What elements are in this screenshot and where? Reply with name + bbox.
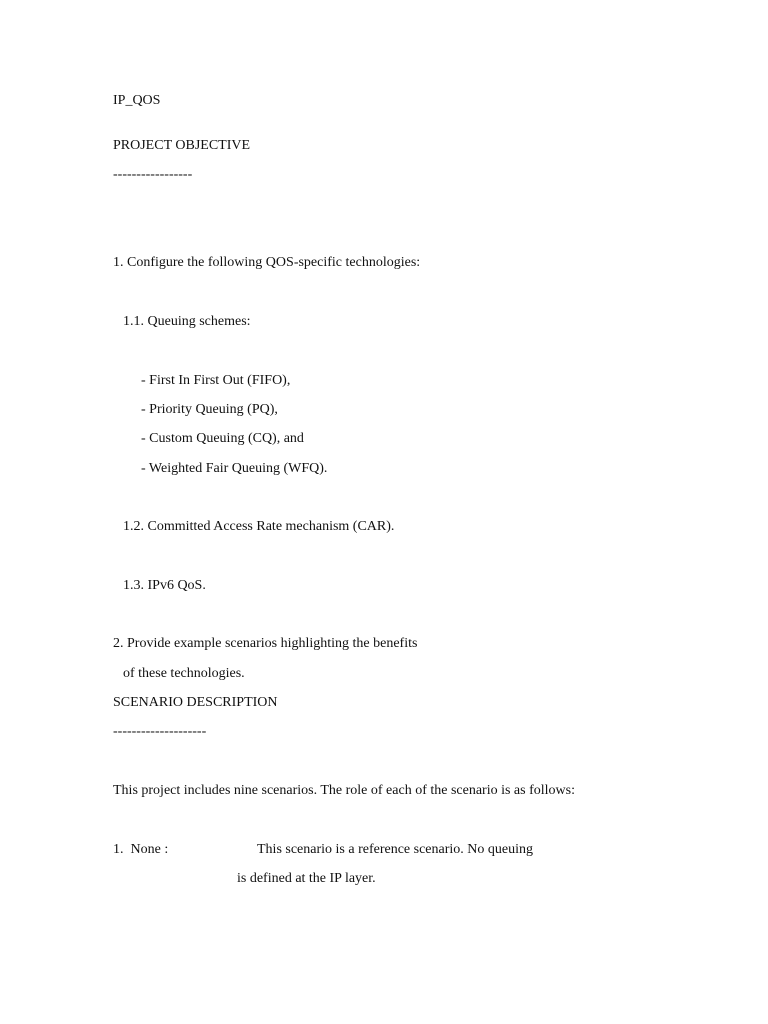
objective-item-2-line1: 2. Provide example scenarios highlighting the benefits [113,636,418,651]
scenario-1-description: This scenario is a reference scenario. No queuing [257,842,533,857]
queuing-scheme-item: - Weighted Fair Queuing (WFQ). [141,461,328,476]
objective-item-1-1: 1.1. Queuing schemes: [123,314,251,329]
objective-item-1-2: 1.2. Committed Access Rate mechanism (CAR). [123,519,395,534]
objective-item-2-line2: of these technologies. [123,666,245,681]
queuing-scheme-item: - Priority Queuing (PQ), [141,402,278,417]
objective-rule: ----------------- [113,167,193,182]
scenario-1-description-continued: is defined at the IP layer. [237,871,376,886]
scenario-heading: SCENARIO DESCRIPTION [113,695,278,710]
objective-heading: PROJECT OBJECTIVE [113,138,251,153]
document-title: IP_QOS [113,93,161,108]
queuing-scheme-item: - Custom Queuing (CQ), and [141,431,304,446]
objective-item-1: 1. Configure the following QOS-specific technologies: [113,255,421,270]
scenario-rule: -------------------- [113,724,207,739]
queuing-scheme-item: - First In First Out (FIFO), [141,373,291,388]
scenario-1-label: 1. None : [113,842,169,857]
objective-item-1-3: 1.3. IPv6 QoS. [123,578,206,593]
scenario-intro: This project includes nine scenarios. The role of each of the scenario is as follows: [113,783,575,798]
